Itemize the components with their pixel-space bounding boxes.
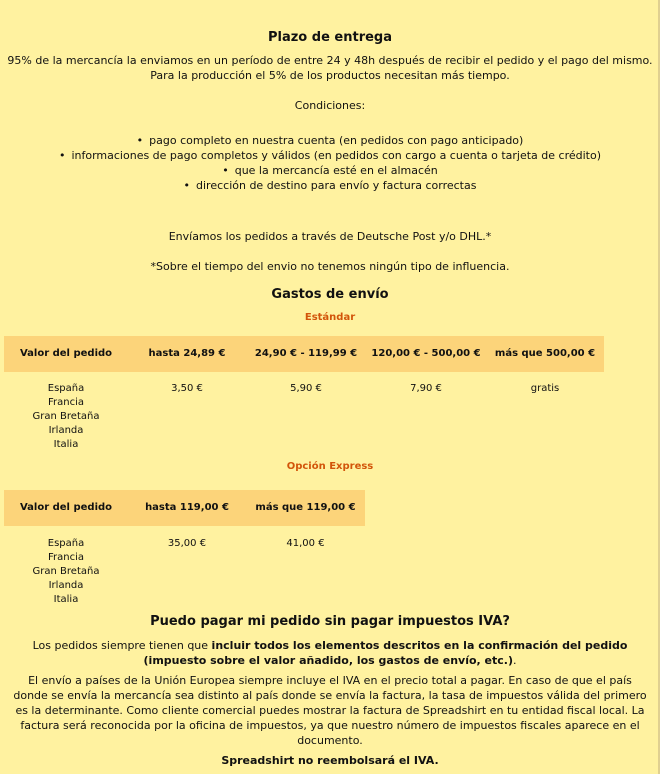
column-header: 24,90 € - 119,99 € <box>254 348 358 359</box>
condition-item: • pago completo en nuestra cuenta (en pedidos con pago anticipado) <box>0 133 660 148</box>
country-name: Francia <box>47 552 84 563</box>
delivery-title: Plazo de entrega <box>267 30 393 45</box>
vat-p1-text: Los pedidos siempre tienen que <box>32 639 212 652</box>
vat-title: Puedo pagar mi pedido sin pagar impuestos IVA? <box>150 614 510 629</box>
condition-item: • informaciones de pago completos y válidos (en pedidos con cargo a cuenta o tarjeta de crédito) <box>0 148 660 163</box>
standard-countries <box>4 382 128 452</box>
column-header: más que 500,00 € <box>494 348 596 359</box>
conditions-list <box>0 133 660 193</box>
vat-final-note <box>0 753 660 768</box>
express-label: Opción Express <box>286 461 374 472</box>
price-cell: gratis <box>530 383 560 394</box>
carriers-note: Envíamos los pedidos a través de Deutsche Post y/o DHL.* <box>168 230 492 243</box>
delivery-footnote: *Sobre el tiempo del envio no tenemos ningún tipo de influencia. <box>150 260 510 273</box>
condition-item: • que la mercancía esté en el almacén <box>0 163 660 178</box>
country-name: Irlanda <box>48 580 84 591</box>
country-name: Irlanda <box>48 425 84 436</box>
country-name: Gran Bretaña <box>32 411 100 422</box>
country-name: Italia <box>53 594 79 605</box>
vat-p1-end: . <box>512 654 517 667</box>
column-header: más que 119,00 € <box>255 502 356 513</box>
price-cell: 41,00 € <box>286 538 325 549</box>
country-name: Italia <box>53 439 79 450</box>
country-name: España <box>47 538 85 549</box>
standard-table-header <box>4 336 604 372</box>
price-cell: 7,90 € <box>410 383 442 394</box>
express-countries <box>4 537 128 607</box>
conditions-label: Condiciones: <box>294 99 366 112</box>
vat-p1-bold: incluir todos los elementos descritos en la confirmación del pedido (impuesto sobre el valor añadido, los gastos de envío, etc.) <box>143 639 628 667</box>
price-cell: 35,00 € <box>167 538 207 549</box>
column-header: Valor del pedido <box>19 502 113 513</box>
express-table-header <box>4 490 365 526</box>
column-header: Valor del pedido <box>19 348 113 359</box>
standard-label: Estándar <box>304 312 356 323</box>
shipping-title: Gastos de envío <box>271 287 389 302</box>
country-name: Francia <box>47 397 84 408</box>
column-header: 120,00 € - 500,00 € <box>371 348 481 359</box>
country-name: Gran Bretaña <box>32 566 100 577</box>
column-header: hasta 119,00 € <box>145 502 229 513</box>
delivery-line-2: Para la producción el 5% de los productos necesitan más tiempo. <box>150 69 510 82</box>
country-name: España <box>47 383 85 394</box>
delivery-line-1: 95% de la mercancía la enviamos en un período de entre 24 y 48h después de recibir el pedido y el pago del mismo. <box>7 54 653 67</box>
price-cell: 5,90 € <box>290 383 322 394</box>
price-cell: 3,50 € <box>171 383 203 394</box>
vat-paragraph-2: El envío a países de la Unión Europea siempre incluye el IVA en el precio total a pagar. En caso de que el país donde se envía la mercancía sea distinto al país donde se envía la factura, la tasa de impuestos válida del primero es la determinante. Como cliente comercial puedes mostrar la factura de Spreadshirt en tu entidad fiscal local. La factura será reconocida por la oficina de impuestos, ya que nuestro número de impuestos fiscales aparece en el documento. <box>13 674 647 747</box>
condition-item: • dirección de destino para envío y factura correctas <box>0 178 660 193</box>
vat-final-text: Spreadshirt no reembolsará el IVA. <box>221 754 439 767</box>
vat-paragraph-1 <box>12 638 648 668</box>
column-header: hasta 24,89 € <box>148 348 226 359</box>
